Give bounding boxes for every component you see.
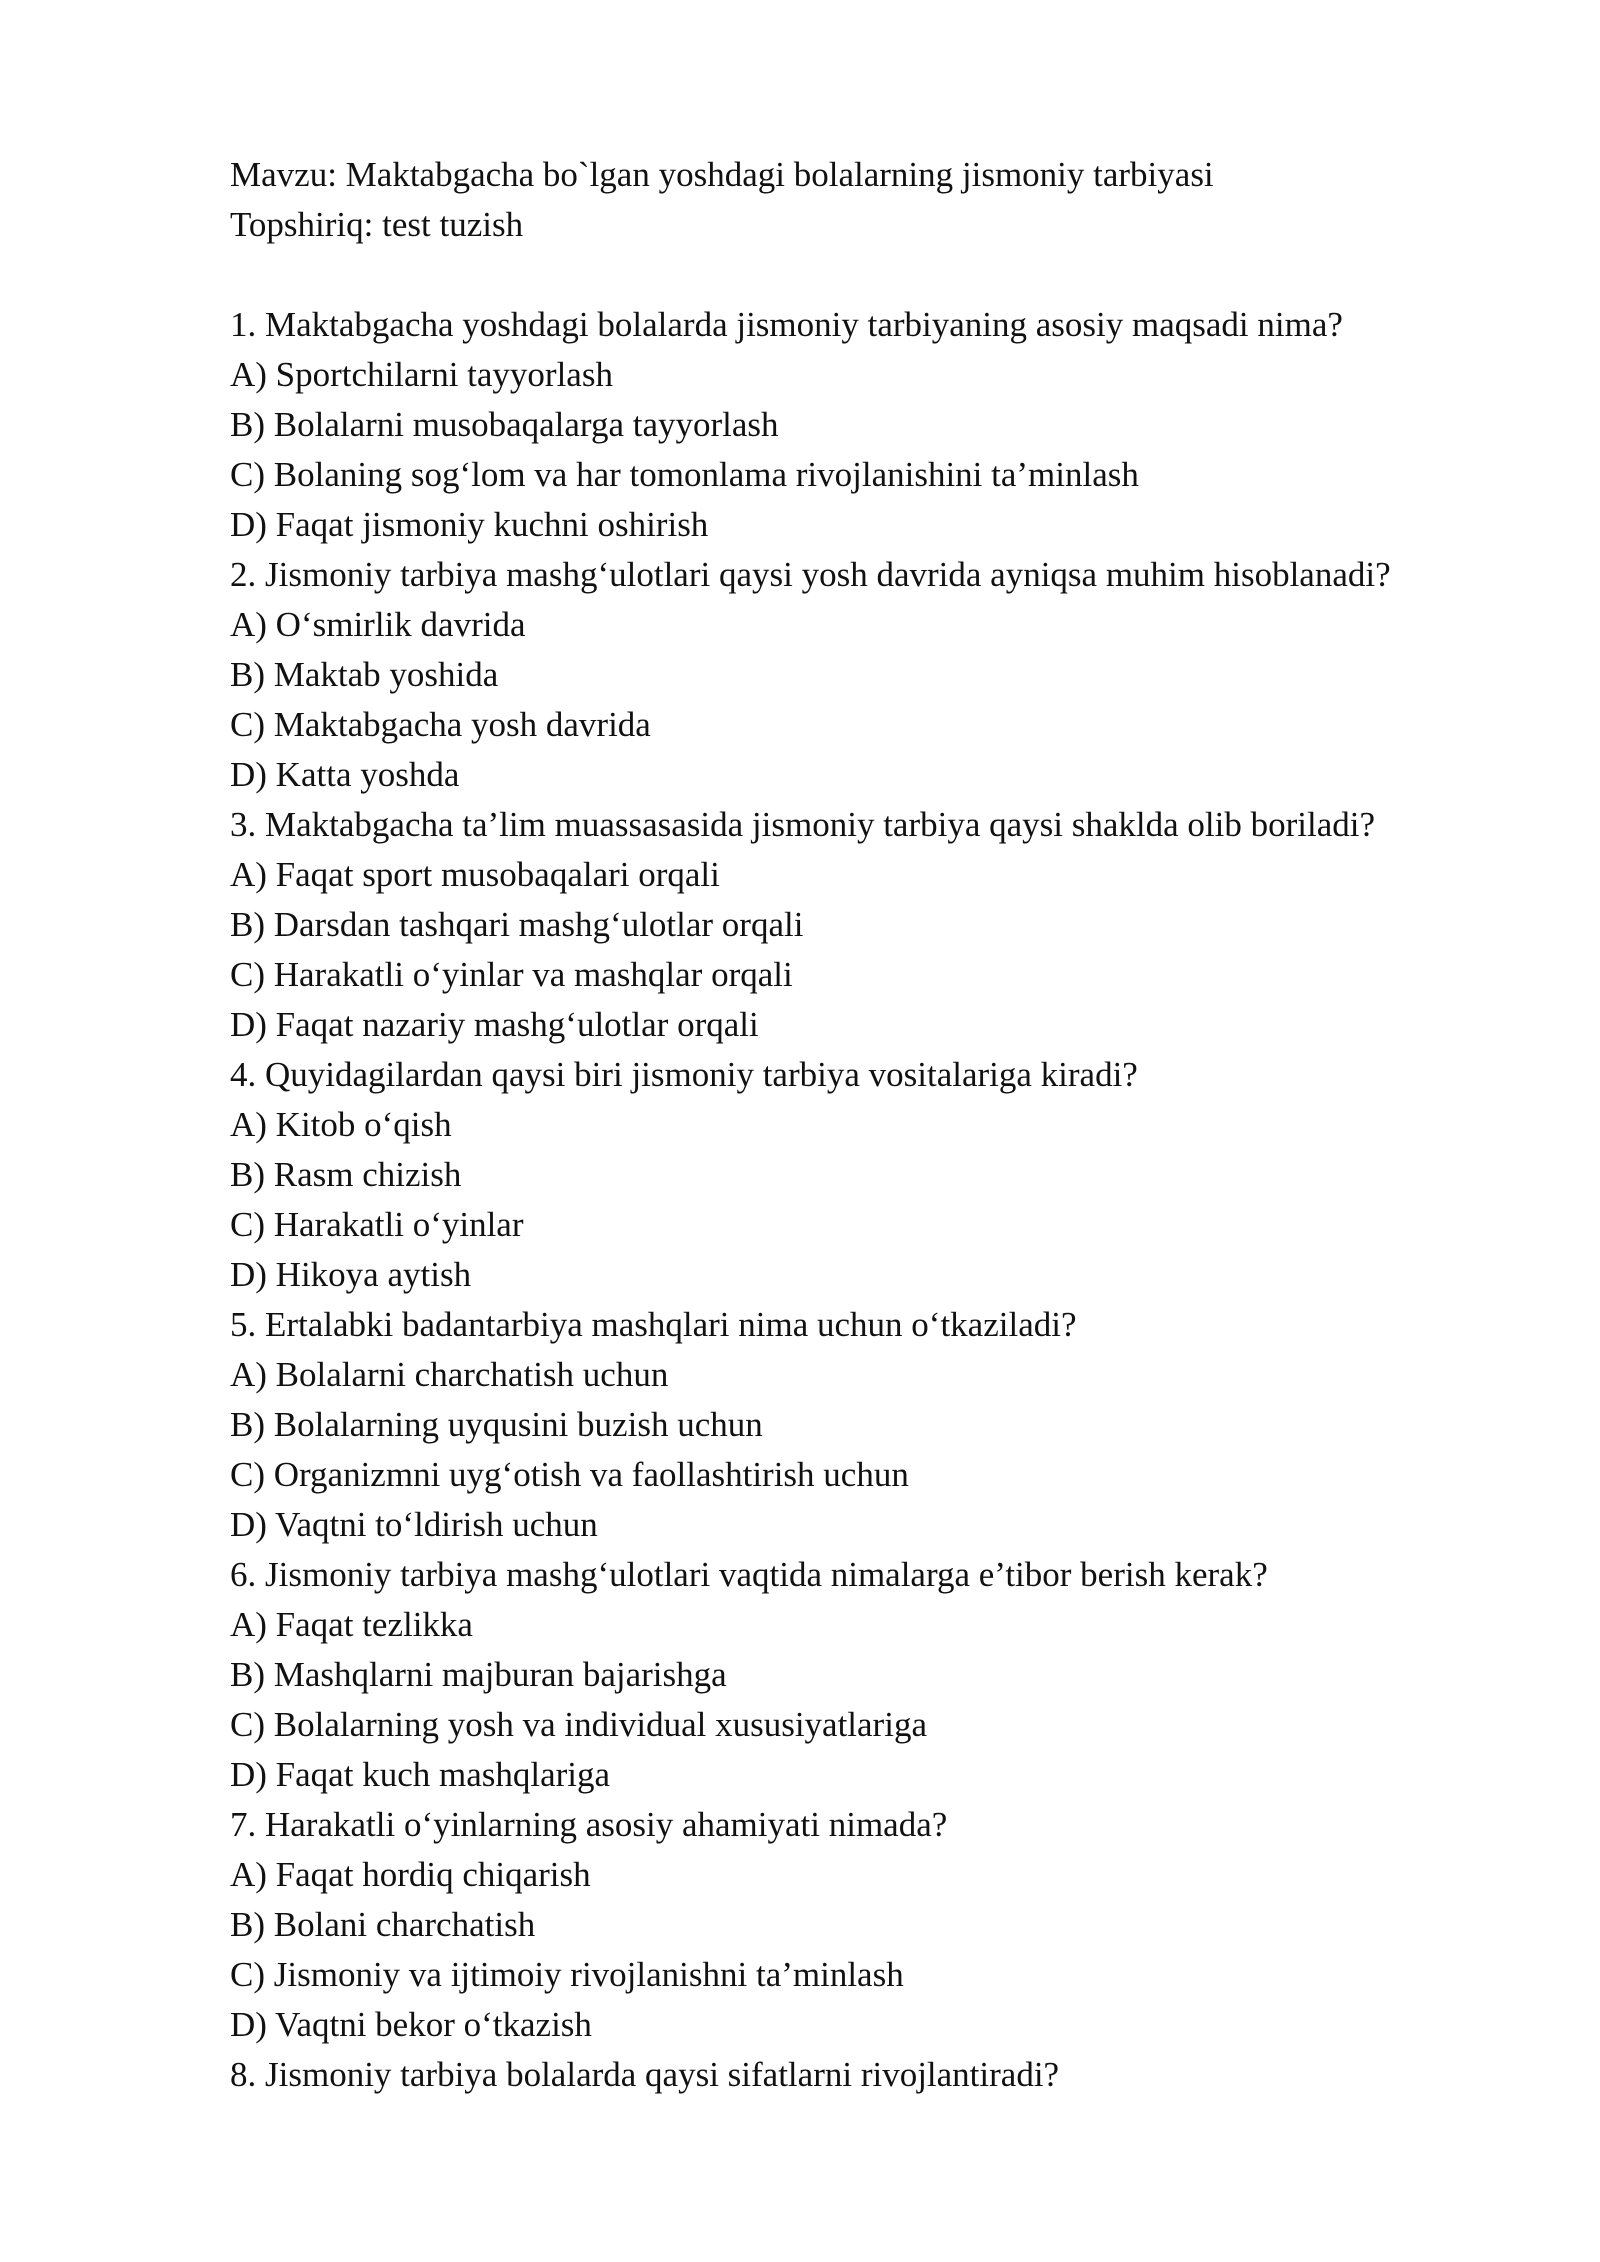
question-block: [230, 1050, 1530, 1300]
answer-option: B) Maktab yoshida: [230, 655, 499, 694]
answer-option: D) Katta yoshda: [230, 755, 460, 794]
question-block: [230, 550, 1530, 800]
question-text: 1. Maktabgacha yoshdagi bolalarda jismoniy tarbiyaning asosiy maqsadi nima?: [230, 305, 1343, 344]
answer-option: A) Faqat tezlikka: [230, 1605, 473, 1644]
question-text: 2. Jismoniy tarbiya mashg‘ulotlari qaysi yosh davrida ayniqsa muhim hisoblanadi?: [230, 555, 1391, 594]
question-block: [230, 1300, 1530, 1550]
question-text: 4. Quyidagilardan qaysi biri jismoniy tarbiya vositalariga kiradi?: [230, 1055, 1138, 1094]
answer-option: B) Bolalarni musobaqalarga tayyorlash: [230, 405, 779, 444]
question-text: 3. Maktabgacha ta’lim muassasasida jismoniy tarbiya qaysi shaklda olib boriladi?: [230, 805, 1376, 844]
blank-line: [230, 250, 1530, 300]
topic-line: Mavzu: Maktabgacha bo`lgan yoshdagi bolalarning jismoniy tarbiyasi: [230, 155, 1214, 194]
answer-option: C) Jismoniy va ijtimoiy rivojlanishni ta’minlash: [230, 1955, 904, 1994]
question-block: [230, 300, 1530, 550]
answer-option: D) Faqat nazariy mashg‘ulotlar orqali: [230, 1005, 759, 1044]
answer-option: A) Faqat sport musobaqalari orqali: [230, 855, 720, 894]
question-text: 5. Ertalabki badantarbiya mashqlari nima uchun o‘tkaziladi?: [230, 1305, 1077, 1344]
answer-option: B) Bolani charchatish: [230, 1905, 536, 1944]
question-block: [230, 1550, 1530, 1800]
answer-option: C) Organizmni uyg‘otish va faollashtirish uchun: [230, 1455, 909, 1494]
question-block: [230, 1800, 1530, 2050]
answer-option: C) Harakatli o‘yinlar va mashqlar orqali: [230, 955, 793, 994]
answer-option: A) Kitob o‘qish: [230, 1105, 452, 1144]
answer-option: A) Sportchilarni tayyorlash: [230, 355, 613, 394]
document-body: [230, 150, 1530, 2100]
answer-option: D) Vaqtni bekor o‘tkazish: [230, 2005, 592, 2044]
task-line: Topshiriq: test tuzish: [230, 205, 524, 244]
question-text: 7. Harakatli o‘yinlarning asosiy ahamiyati nimada?: [230, 1805, 948, 1844]
question-text: 8. Jismoniy tarbiya bolalarda qaysi sifatlarni rivojlantiradi?: [230, 2055, 1060, 2094]
answer-option: A) O‘smirlik davrida: [230, 605, 526, 644]
question-block: [230, 800, 1530, 1050]
answer-option: A) Faqat hordiq chiqarish: [230, 1855, 591, 1894]
answer-option: D) Hikoya aytish: [230, 1255, 472, 1294]
answer-option: B) Rasm chizish: [230, 1155, 462, 1194]
answer-option: B) Darsdan tashqari mashg‘ulotlar orqali: [230, 905, 804, 944]
answer-option: C) Maktabgacha yosh davrida: [230, 705, 651, 744]
question-list: [230, 300, 1530, 2100]
question-block: [230, 2050, 1530, 2100]
answer-option: C) Harakatli o‘yinlar: [230, 1205, 524, 1244]
answer-option: D) Faqat jismoniy kuchni oshirish: [230, 505, 709, 544]
answer-option: A) Bolalarni charchatish uchun: [230, 1355, 669, 1394]
answer-option: B) Bolalarning uyqusini buzish uchun: [230, 1405, 763, 1444]
answer-option: D) Faqat kuch mashqlariga: [230, 1755, 611, 1794]
answer-option: C) Bolalarning yosh va individual xususiyatlariga: [230, 1705, 927, 1744]
answer-option: C) Bolaning sog‘lom va har tomonlama rivojlanishini ta’minlash: [230, 455, 1139, 494]
question-text: 6. Jismoniy tarbiya mashg‘ulotlari vaqtida nimalarga e’tibor berish kerak?: [230, 1555, 1268, 1594]
answer-option: B) Mashqlarni majburan bajarishga: [230, 1655, 727, 1694]
answer-option: D) Vaqtni to‘ldirish uchun: [230, 1505, 598, 1544]
